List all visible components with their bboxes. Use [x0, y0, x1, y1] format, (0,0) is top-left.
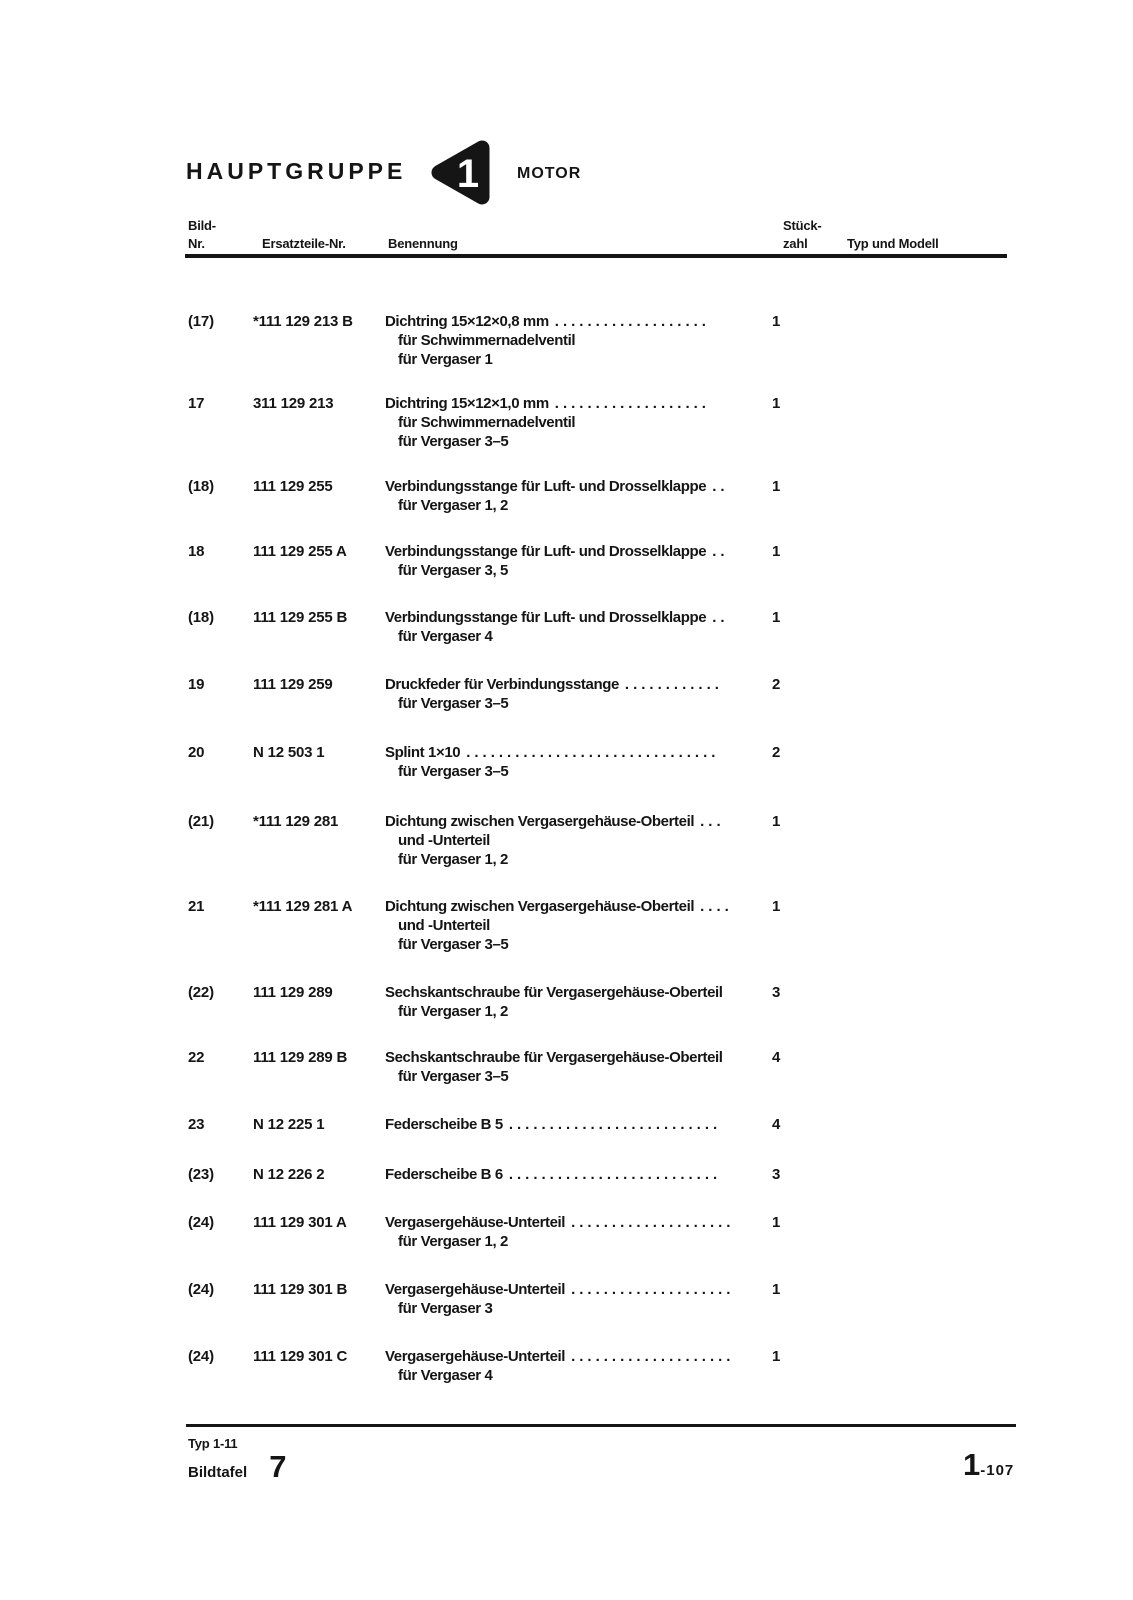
part-name-subline: und -Unterteil [398, 832, 490, 849]
footer-page-ref [963, 1447, 1014, 1483]
part-name-subline: für Vergaser 4 [398, 628, 493, 645]
part-name-subline: für Vergaser 3–5 [398, 695, 509, 712]
part-name-line [385, 675, 757, 694]
bild-nr-cell: (24) [188, 1348, 214, 1365]
part-name-text: Dichtung zwischen Vergasergehäuse-Oberteil [385, 813, 695, 830]
part-name-line [385, 983, 757, 1002]
part-name-subline: für Vergaser 1, 2 [398, 497, 508, 514]
quantity-cell: 1 [772, 813, 781, 830]
bild-nr-cell: (23) [188, 1166, 214, 1183]
part-name-text: Vergasergehäuse-Unterteil [385, 1281, 566, 1298]
part-name-subline: für Schwimmernadelventil [398, 332, 576, 349]
part-name-subline: für Vergaser 3 [398, 1300, 493, 1317]
part-name-subline: für Vergaser 1 [398, 351, 493, 368]
dot-leader: .. [712, 609, 729, 626]
col-header-typ-und-modell: Typ und Modell [847, 236, 939, 251]
part-name-text: Federscheibe B 5 [385, 1116, 503, 1133]
part-name-line [385, 477, 757, 496]
bild-nr-cell: 19 [188, 676, 205, 693]
part-number-cell: *111 129 213 B [253, 313, 353, 330]
part-name-subline: für Vergaser 1, 2 [398, 1003, 508, 1020]
quantity-cell: 1 [772, 1214, 781, 1231]
dot-leader: .................... [571, 1281, 735, 1298]
part-name-text: Splint 1×10 [385, 744, 461, 761]
part-name-line [385, 1115, 757, 1134]
quantity-cell: 1 [772, 609, 781, 626]
dot-leader: .................... [571, 1214, 735, 1231]
part-name-line [385, 608, 757, 627]
part-name-cell [385, 1280, 763, 1318]
part-name-line [385, 812, 757, 831]
part-name-subline: für Vergaser 3–5 [398, 763, 509, 780]
footer-typ-range: Typ 1-11 [188, 1436, 238, 1451]
part-name-cell [385, 675, 763, 713]
part-name-cell [385, 1165, 763, 1184]
quantity-cell: 1 [772, 478, 781, 495]
part-name-cell [385, 897, 763, 954]
group-name-title: MOTOR [517, 165, 582, 182]
bild-nr-cell: 23 [188, 1116, 205, 1133]
part-name-text: Dichtung zwischen Vergasergehäuse-Oberteil [385, 898, 695, 915]
part-number-cell: 111 129 301 A [253, 1214, 347, 1231]
part-name-cell [385, 542, 763, 580]
part-name-cell [385, 812, 763, 869]
footer-bildtafel [188, 1449, 286, 1485]
part-number-cell: N 12 226 2 [253, 1166, 325, 1183]
bild-nr-cell: (22) [188, 984, 214, 1001]
part-name-text: Vergasergehäuse-Unterteil [385, 1348, 566, 1365]
part-name-subline: für Vergaser 3–5 [398, 433, 509, 450]
quantity-cell: 4 [772, 1049, 781, 1066]
part-number-cell: 311 129 213 [253, 395, 334, 412]
dot-leader: ............ [624, 676, 723, 693]
part-number-cell: N 12 225 1 [253, 1116, 325, 1133]
part-name-line [385, 394, 757, 413]
group-number-badge-icon [430, 139, 492, 206]
dot-leader: .......................... [508, 1116, 722, 1133]
bild-nr-cell: (18) [188, 609, 214, 626]
part-name-line [385, 897, 757, 916]
bild-nr-cell: (24) [188, 1214, 214, 1231]
part-number-cell: 111 129 301 C [253, 1348, 348, 1365]
part-name-text: Sechskantschraube für Vergasergehäuse-Oberteil [385, 984, 723, 1001]
col-header-stueckzahl-line1: Stück- [783, 218, 822, 233]
bild-nr-cell: 21 [188, 898, 205, 915]
dot-leader: .. [712, 543, 729, 560]
part-name-line [385, 1048, 757, 1067]
part-name-cell [385, 1347, 763, 1385]
bild-nr-cell: 22 [188, 1049, 205, 1066]
part-name-subline: für Vergaser 4 [398, 1367, 493, 1384]
part-name-subline: für Vergaser 1, 2 [398, 851, 508, 868]
bild-nr-cell: (17) [188, 313, 214, 330]
part-number-cell: 111 129 301 B [253, 1281, 348, 1298]
group-number-text: 1 [456, 152, 480, 196]
part-name-text: Vergasergehäuse-Unterteil [385, 1214, 566, 1231]
footer-rule [186, 1424, 1016, 1427]
quantity-cell: 1 [772, 395, 781, 412]
bild-nr-cell: (24) [188, 1281, 214, 1298]
part-name-cell [385, 394, 763, 451]
part-name-cell [385, 1115, 763, 1134]
part-name-cell [385, 312, 763, 369]
dot-leader: ................... [554, 313, 710, 330]
col-header-stueckzahl-line2: zahl [783, 236, 808, 251]
part-name-line [385, 542, 757, 561]
bild-nr-cell: (18) [188, 478, 214, 495]
page-ref-minor: -107 [980, 1462, 1015, 1479]
page-ref-major: 1 [963, 1447, 981, 1482]
dot-leader: .... [700, 898, 733, 915]
part-name-text: Druckfeder für Verbindungsstange [385, 676, 619, 693]
quantity-cell: 1 [772, 313, 781, 330]
part-name-cell [385, 608, 763, 646]
part-name-subline: für Vergaser 1, 2 [398, 1233, 508, 1250]
part-name-text: Verbindungsstange für Luft- und Drosselklappe [385, 609, 707, 626]
part-name-text: Sechskantschraube für Vergasergehäuse-Oberteil [385, 1049, 723, 1066]
part-name-text: Dichtring 15×12×0,8 mm [385, 313, 549, 330]
bildtafel-number: 7 [269, 1449, 287, 1484]
bildtafel-label: Bildtafel [188, 1464, 248, 1481]
quantity-cell: 1 [772, 543, 781, 560]
dot-leader: ............................... [466, 744, 720, 761]
col-header-ersatzteile-nr: Ersatzteile-Nr. [262, 236, 346, 251]
part-name-line [385, 1165, 757, 1184]
part-number-cell: 111 129 255 [253, 478, 333, 495]
part-name-cell [385, 1048, 763, 1086]
quantity-cell: 3 [772, 984, 781, 1001]
part-number-cell: 111 129 255 A [253, 543, 347, 560]
dot-leader: .......................... [508, 1166, 722, 1183]
quantity-cell: 3 [772, 1166, 781, 1183]
quantity-cell: 2 [772, 744, 781, 761]
part-number-cell: 111 129 255 B [253, 609, 348, 626]
quantity-cell: 1 [772, 1348, 781, 1365]
part-name-line [385, 1213, 757, 1232]
bild-nr-cell: (21) [188, 813, 214, 830]
part-name-subline: und -Unterteil [398, 917, 490, 934]
part-name-subline: für Vergaser 3–5 [398, 1068, 509, 1085]
part-number-cell: 111 129 289 [253, 984, 333, 1001]
part-name-line [385, 312, 757, 331]
dot-leader: .. [712, 478, 729, 495]
part-name-subline: für Vergaser 3, 5 [398, 562, 508, 579]
hauptgruppe-title: HAUPTGRUPPE [186, 158, 407, 184]
part-name-text: Dichtring 15×12×1,0 mm [385, 395, 549, 412]
col-header-bild-line1: Bild- [188, 218, 216, 233]
col-header-bild-line2: Nr. [188, 236, 205, 251]
part-name-cell [385, 743, 763, 781]
part-name-subline: für Schwimmernadelventil [398, 414, 576, 431]
part-name-cell [385, 1213, 763, 1251]
part-name-cell [385, 477, 763, 515]
col-header-benennung: Benennung [388, 236, 458, 251]
part-name-text: Verbindungsstange für Luft- und Drosselklappe [385, 543, 707, 560]
dot-leader: ................... [554, 395, 710, 412]
bild-nr-cell: 17 [188, 395, 205, 412]
quantity-cell: 2 [772, 676, 781, 693]
part-name-cell [385, 983, 763, 1021]
quantity-cell: 1 [772, 898, 781, 915]
part-number-cell: 111 129 289 B [253, 1049, 348, 1066]
part-name-line [385, 743, 757, 762]
dot-leader: .................... [571, 1348, 735, 1365]
part-number-cell: *111 129 281 [253, 813, 339, 830]
part-number-cell: N 12 503 1 [253, 744, 325, 761]
bild-nr-cell: 18 [188, 543, 205, 560]
part-name-text: Federscheibe B 6 [385, 1166, 503, 1183]
part-name-subline: für Vergaser 3–5 [398, 936, 509, 953]
part-name-line [385, 1280, 757, 1299]
part-name-text: Verbindungsstange für Luft- und Drosselklappe [385, 478, 707, 495]
part-number-cell: *111 129 281 A [253, 898, 353, 915]
bild-nr-cell: 20 [188, 744, 205, 761]
quantity-cell: 1 [772, 1281, 781, 1298]
part-name-line [385, 1347, 757, 1366]
quantity-cell: 4 [772, 1116, 781, 1133]
part-number-cell: 111 129 259 [253, 676, 333, 693]
header-rule [185, 254, 1007, 258]
dot-leader: ... [700, 813, 725, 830]
